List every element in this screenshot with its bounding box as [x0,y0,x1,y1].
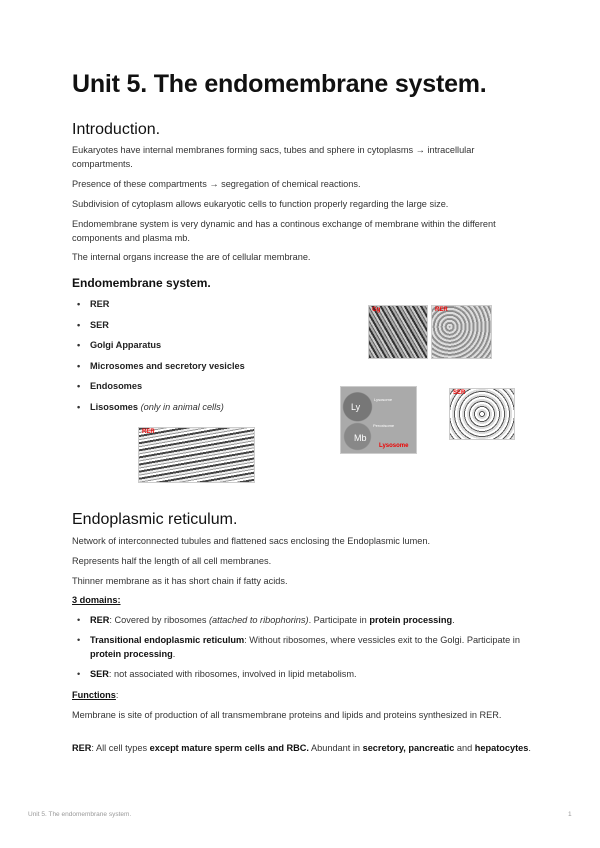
list-item: • Microsomes and secretory vesicles [72,359,332,373]
endo-heading: Endomembrane system. [72,276,211,290]
list-item: • Golgi Apparatus [72,338,332,352]
domains-list [72,613,532,687]
rer-micrograph-bottom: RER [138,427,255,483]
intro-p5: The internal organs increase the are of cellular membrane. [72,252,311,262]
er-p1: Network of interconnected tubules and flattened sacs enclosing the Endoplasmic lumen. [72,536,431,546]
list-item: • Transitional endoplasmic reticulum: Without ribosomes, where vessicles exit to the Golgi. Participate in protein processing. [72,633,532,661]
rer-micrograph: RER [431,305,492,359]
list-item: • Lisosomes (only in animal cells) [72,400,332,414]
endo-list [72,297,332,420]
er-heading: Endoplasmic reticulum. [72,511,238,528]
domains-label: 3 domains: [72,595,121,605]
list-item: • Endosomes [72,379,332,393]
list-item: • RER [72,297,332,311]
intro-heading: Introduction. [72,121,161,138]
intro-p4: Endomembrane system is very dynamic and has a continous exchange of membrane within the different components and plasma mb. [72,219,496,243]
er-p2: Represents half the length of all cell membranes. [72,556,272,566]
list-item: • SER: not associated with ribosomes, involved in lipid metabolism. [72,667,532,681]
functions-p2: RER: All cell types except mature sperm cells and RBC. Abundant in secretory, pancreatic and hepatocytes. [72,743,531,753]
functions-p1: Membrane is site of production of all transmembrane proteins and lipids and proteins synthesized in RER. [72,710,502,720]
list-item: • SER [72,318,332,332]
intro-p2: Presence of these compartments → segregation of chemical reactions. [72,179,361,189]
footer-title: Unit 5. The endomembrane system. [28,811,132,818]
functions-label: Functions: [72,690,119,700]
golgi-micrograph: Gg [368,305,428,359]
page-title: Unit 5. The endomembrane system. [72,70,487,98]
intro-p3: Subdivision of cytoplasm allows eukaryotic cells to function properly regarding the large size. [72,199,449,209]
intro-p1: Eukaryotes have internal membranes forming sacs, tubes and sphere in cytoplasms → intracellular compartments. [72,145,475,169]
ser-micrograph: SER [449,388,515,440]
lysosome-micrograph: Ly Mb Lysosome Peroxisome Lysosome [340,386,417,454]
list-item: • RER: Covered by ribosomes (attached to ribophorins). Participate in protein processing. [72,613,532,627]
page-number: 1 [568,811,572,818]
er-p3: Thinner membrane as it has short chain if fatty acids. [72,576,288,586]
